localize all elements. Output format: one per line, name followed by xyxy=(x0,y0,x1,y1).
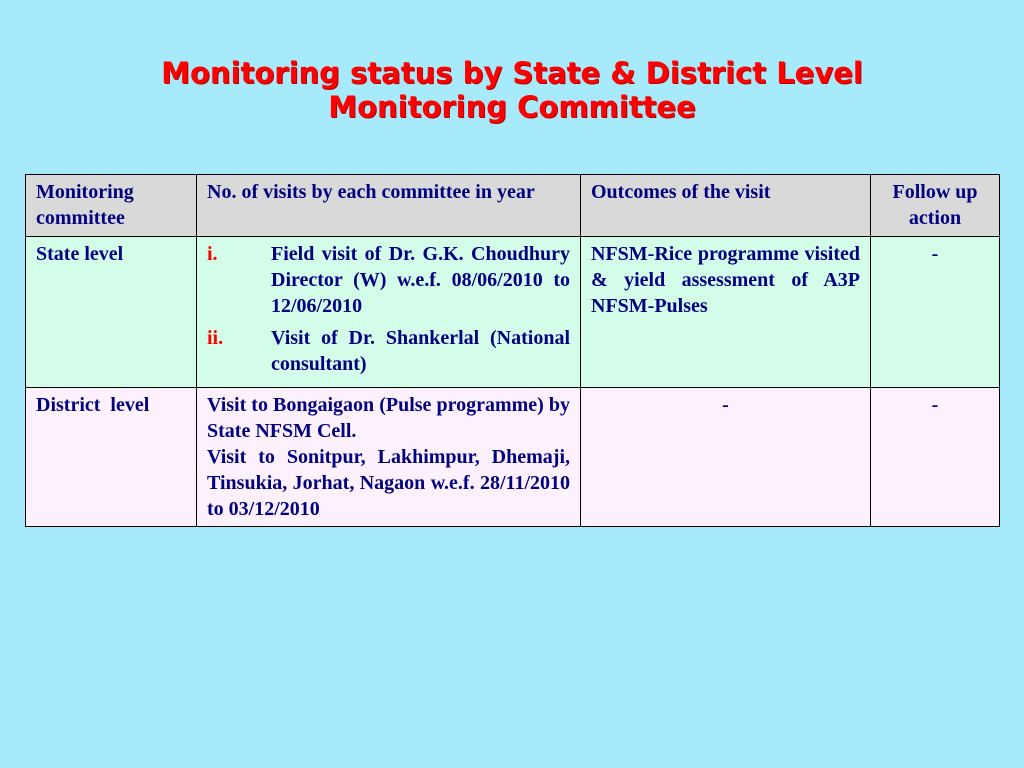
cell-outcomes: - xyxy=(581,388,871,527)
visit-paragraph: Visit to Sonitpur, Lakhimpur, Dhemaji, Tinsukia, Jorhat, Nagaon w.e.f. 28/11/2010 to 03/12/2010 xyxy=(207,446,570,520)
table-header-row xyxy=(26,175,1000,237)
cell-committee: District level xyxy=(26,388,197,527)
cell-committee: State level xyxy=(26,237,197,388)
visit-text: Field visit of Dr. G.K. Choudhury Director (W) w.e.f. 08/06/2010 to 12/06/2010 xyxy=(271,243,570,317)
slide-title-line-1: Monitoring status by State & District Level xyxy=(161,56,863,90)
cell-outcomes: NFSM-Rice programme visited & yield assessment of A3P NFSM-Pulses xyxy=(581,237,871,388)
visit-list xyxy=(207,241,570,377)
header-monitoring-committee: Monitoring committee xyxy=(26,175,197,237)
header-outcomes: Outcomes of the visit xyxy=(581,175,871,237)
visit-paragraph: Visit to Bongaigaon (Pulse programme) by State NFSM Cell. xyxy=(207,394,570,442)
header-follow-up-action: Follow up action xyxy=(871,175,1000,237)
cell-visits xyxy=(197,388,581,527)
table-row-state-level xyxy=(26,237,1000,388)
cell-visits xyxy=(197,237,581,388)
monitoring-table xyxy=(25,174,1000,527)
visit-number: ii. xyxy=(207,327,224,349)
visit-list-item xyxy=(207,241,570,319)
table-row-district-level xyxy=(26,388,1000,527)
visit-number: i. xyxy=(207,243,218,265)
cell-follow-up: - xyxy=(871,388,1000,527)
slide-title xyxy=(0,56,1024,124)
visit-list-item xyxy=(207,325,570,377)
visit-text: Visit of Dr. Shankerlal (National consultant) xyxy=(271,327,570,375)
header-number-of-visits: No. of visits by each committee in year xyxy=(197,175,581,237)
slide-title-line-2: Monitoring Committee xyxy=(328,90,696,124)
cell-follow-up: - xyxy=(871,237,1000,388)
